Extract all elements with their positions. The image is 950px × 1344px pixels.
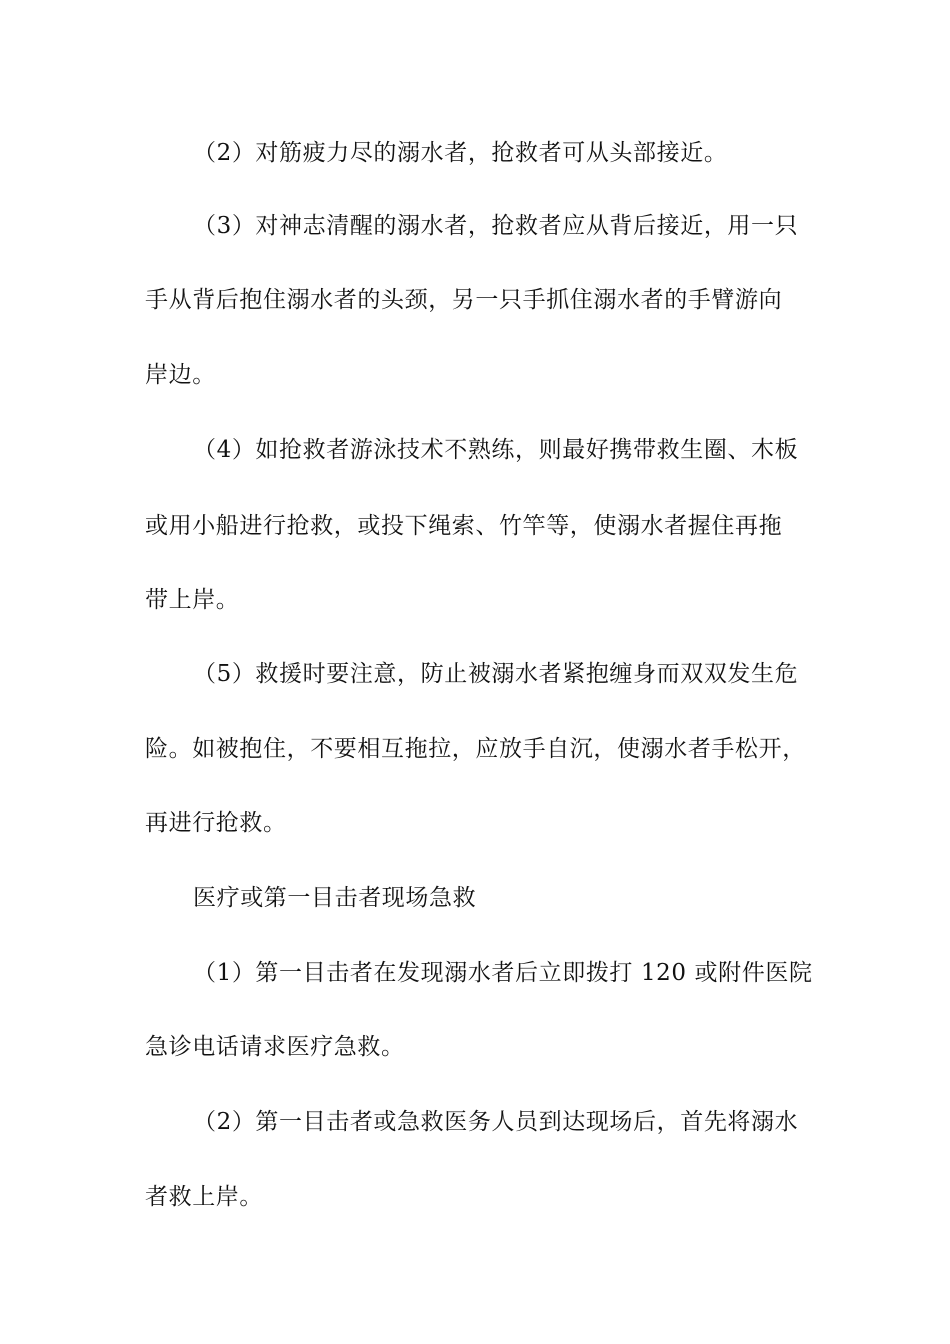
paragraph-line: （1）第一目击者在发现溺水者后立即拨打 120 或附件医院 [193, 960, 813, 986]
paragraph-line: （4）如抢救者游泳技术不熟练，则最好携带救生圈、木板 [193, 437, 799, 463]
paragraph-line: 岸边。 [145, 362, 216, 388]
paragraph-line: 带上岸。 [145, 587, 240, 613]
paragraph-line: 险。如被抱住，不要相互拖拉，应放手自沉，使溺水者手松开， [145, 736, 806, 762]
paragraph-line: （3）对神志清醒的溺水者，抢救者应从背后接近，用一只 [193, 213, 799, 239]
paragraph-line: （5）救援时要注意，防止被溺水者紧抱缠身而双双发生危 [193, 661, 799, 687]
paragraph-line: 者救上岸。 [145, 1184, 263, 1210]
paragraph-line: 再进行抢救。 [145, 810, 287, 836]
paragraph-line: 急诊电话请求医疗急救。 [145, 1034, 405, 1060]
paragraph-line: （2）第一目击者或急救医务人员到达现场后，首先将溺水 [193, 1109, 799, 1135]
section-heading: 医疗或第一目击者现场急救 [193, 885, 477, 911]
paragraph-line: 或用小船进行抢救，或投下绳索、竹竿等，使溺水者握住再拖 [145, 513, 783, 539]
paragraph-line: （2）对筋疲力尽的溺水者，抢救者可从头部接近。 [193, 140, 728, 166]
paragraph-line: 手从背后抱住溺水者的头颈，另一只手抓住溺水者的手臂游向 [145, 287, 783, 313]
